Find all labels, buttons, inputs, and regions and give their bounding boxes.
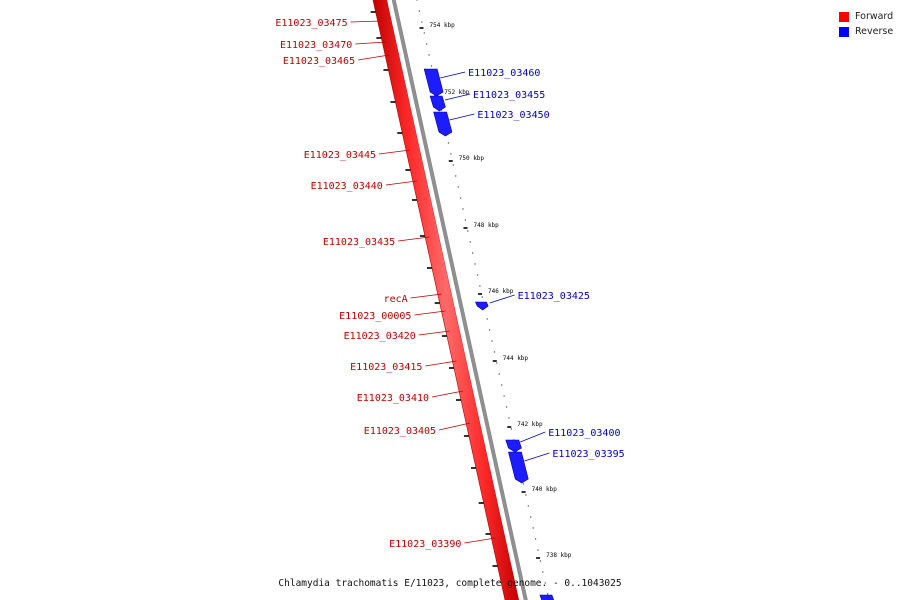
scale-tick-label: 746 kbp <box>488 288 514 295</box>
scale-tick-label: 742 kbp <box>517 421 543 428</box>
scale-dot <box>537 549 538 550</box>
reverse-gene-label[interactable]: E11023_03450 <box>477 110 550 121</box>
scale-dot <box>477 274 478 275</box>
scale-dot <box>540 560 541 561</box>
scale-dot <box>479 285 480 286</box>
reverse-swatch <box>839 27 849 37</box>
scale-tick-label: 748 kbp <box>473 222 499 229</box>
forward-leader-line <box>439 423 470 430</box>
scale-dot <box>501 384 502 385</box>
scale-dot <box>496 362 497 363</box>
forward-gene-label[interactable]: E11023_03465 <box>282 56 356 67</box>
scale-dot <box>528 505 529 506</box>
reverse-gene-label[interactable]: E11023_03425 <box>517 291 590 302</box>
scale-dot <box>460 197 461 198</box>
scale-dot <box>431 65 432 66</box>
scale-tick-label: 744 kbp <box>502 355 529 362</box>
scale-dot <box>542 571 543 572</box>
scale-dot <box>489 329 490 330</box>
forward-leader-line <box>398 237 429 241</box>
reverse-gene-label[interactable]: E11023_03455 <box>473 90 546 101</box>
gene-E11023_03450[interactable] <box>434 112 452 136</box>
forward-gene-label[interactable]: E11023_03390 <box>389 539 462 550</box>
forward-swatch <box>839 12 849 22</box>
forward-gene-label[interactable]: E11023_03405 <box>363 426 437 437</box>
forward-leader-line <box>425 361 456 366</box>
forward-leader-line <box>419 331 450 335</box>
reverse-leader-line <box>524 453 549 461</box>
scale-dot <box>535 538 536 539</box>
forward-leader-line <box>414 311 445 315</box>
forward-gene-label[interactable]: E11023_03410 <box>356 393 430 404</box>
scale-tick-label: 750 kbp <box>458 155 485 162</box>
reverse-leader-line <box>440 72 465 78</box>
scale-dot <box>474 263 475 264</box>
scale-dot <box>450 153 451 154</box>
gene-E11023_03460[interactable] <box>424 69 443 96</box>
scale-dot <box>465 219 466 220</box>
gene-E11023_03400[interactable] <box>506 440 522 452</box>
scale-dot <box>532 527 533 528</box>
reverse-gene-label[interactable]: E11023_03395 <box>552 449 625 460</box>
legend-reverse <box>839 24 893 39</box>
scale-tick-label: 754 kbp <box>429 22 455 29</box>
scale-dot <box>525 494 526 495</box>
scale-dot <box>462 208 463 209</box>
reverse-gene-label[interactable]: E11023_03400 <box>548 428 621 439</box>
scale-dot <box>472 252 473 253</box>
forward-leader-line <box>379 150 410 154</box>
reverse-leader-line <box>490 295 515 303</box>
scale-dot <box>511 428 512 429</box>
forward-gene-label[interactable]: E11023_03440 <box>310 181 383 192</box>
reverse-leader-line <box>449 114 474 120</box>
forward-gene-label[interactable]: E11023_03435 <box>322 237 396 248</box>
scale-dot <box>416 0 417 1</box>
scale-tick-label: 752 kbp <box>444 89 470 96</box>
reverse-leader-line <box>520 432 545 442</box>
forward-gene-label[interactable]: E11023_03415 <box>350 362 423 373</box>
scale-dot <box>547 593 548 594</box>
forward-leader-line <box>411 294 442 298</box>
gene-E11023_03425[interactable] <box>475 302 488 310</box>
scale-tick-label: 738 kbp <box>546 552 572 559</box>
gene-partial[interactable] <box>540 595 554 600</box>
scale-dot <box>419 10 420 11</box>
scale-dot <box>491 340 492 341</box>
scale-dot <box>503 395 504 396</box>
scale-dot <box>482 296 483 297</box>
scale-dot <box>467 230 468 231</box>
forward-leader-line <box>432 391 463 397</box>
scale-dot <box>457 186 458 187</box>
scale-dot <box>508 417 509 418</box>
forward-leader-line <box>351 21 382 22</box>
scale-dot <box>523 483 524 484</box>
forward-leader-line <box>464 538 495 543</box>
scale-dot <box>494 351 495 352</box>
forward-gene-label[interactable]: E11023_03420 <box>343 331 416 342</box>
gene-E11023_03455[interactable] <box>430 96 445 111</box>
scale-dot <box>486 318 487 319</box>
gene-E11023_03395[interactable] <box>508 452 528 483</box>
scale-dot <box>499 373 500 374</box>
forward-leader-line <box>386 181 417 185</box>
scale-dot <box>448 142 449 143</box>
legend <box>839 9 893 39</box>
forward-gene-label[interactable]: E11023_00005 <box>339 311 412 322</box>
scale-dot <box>470 241 471 242</box>
scale-dot <box>428 54 429 55</box>
legend-forward-label: Forward <box>855 11 894 22</box>
scale-tick-label: 740 kbp <box>531 486 557 493</box>
scale-dot <box>453 164 454 165</box>
legend-reverse-label: Reverse <box>855 26 894 37</box>
forward-gene-label[interactable]: E11023_03470 <box>279 40 353 51</box>
forward-gene-label[interactable]: E11023_03475 <box>275 18 348 29</box>
scale-dot <box>421 21 422 22</box>
map-caption: Chlamydia trachomatis E/11023, complete genome. - 0..1043025 <box>278 578 622 589</box>
forward-gene-label[interactable]: recA <box>383 294 408 305</box>
scale-dot <box>424 32 425 33</box>
scale-dot <box>426 43 427 44</box>
reverse-gene-label[interactable]: E11023_03460 <box>468 68 541 79</box>
forward-gene-label[interactable]: E11023_03445 <box>303 150 376 161</box>
forward-leader-line <box>355 42 386 44</box>
scale-dot <box>506 406 507 407</box>
scale-dot <box>530 516 531 517</box>
scale-dot <box>455 175 456 176</box>
forward-leader-line <box>358 55 389 60</box>
legend-forward <box>839 9 893 24</box>
